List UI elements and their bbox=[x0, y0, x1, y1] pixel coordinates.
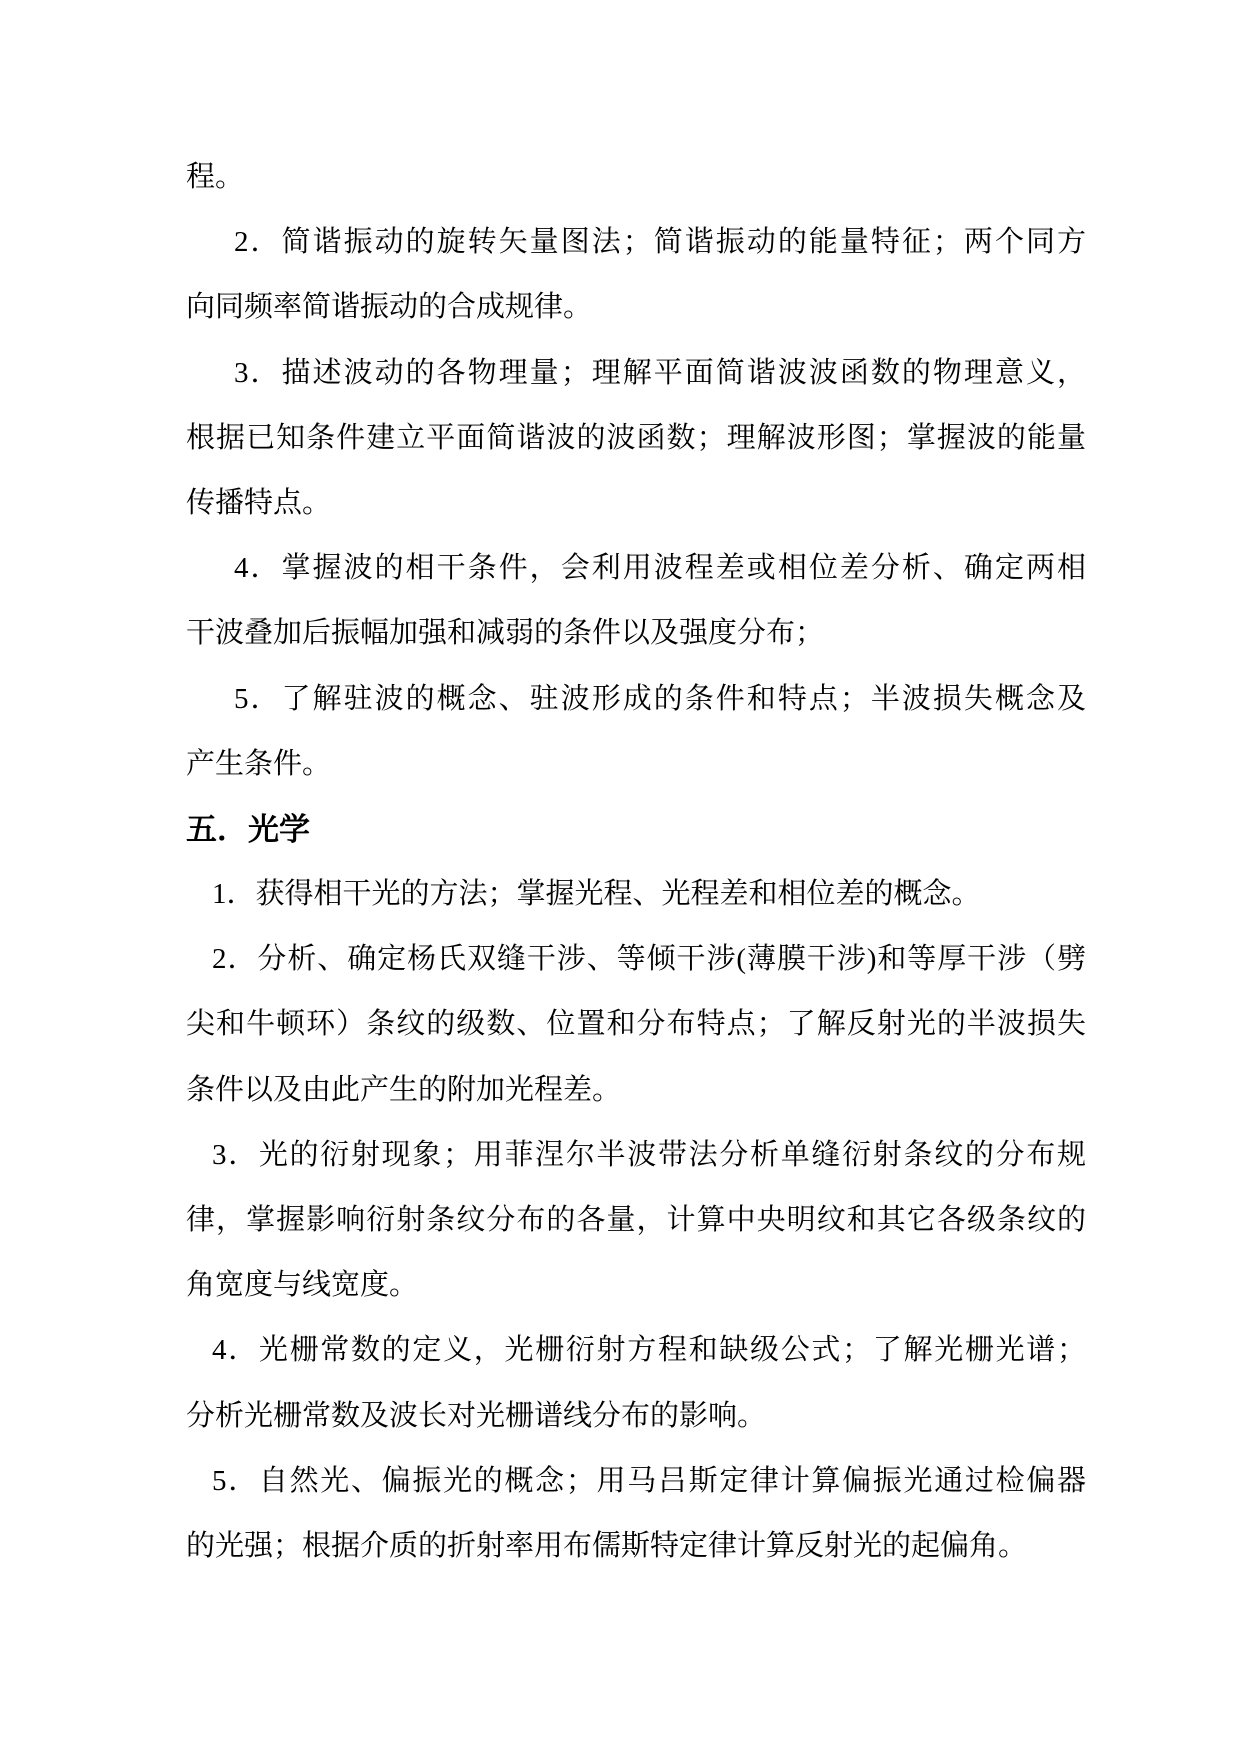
text-line: 2．分析、确定杨氏双缝干涉、等倾干涉(薄膜干涉)和等厚干涉（劈 bbox=[212, 943, 1086, 976]
text-line: 律，掌握影响衍射条纹分布的各量，计算中央明纹和其它各级条纹的 bbox=[186, 1204, 1086, 1236]
text-line: 5．自然光、偏振光的概念；用马吕斯定律计算偏振光通过检偏器 bbox=[212, 1464, 1086, 1497]
text-line: 向同频率简谐振动的合成规律。 bbox=[186, 291, 593, 324]
text-line: 4．掌握波的相干条件，会利用波程差或相位差分析、确定两相 bbox=[234, 552, 1086, 585]
text-line: 产生条件。 bbox=[186, 747, 332, 780]
text-line: 程。 bbox=[186, 161, 245, 193]
text-line: 3．描述波动的各物理量；理解平面简谐波波函数的物理意义， bbox=[234, 356, 1086, 389]
text-line: 尖和牛顿环）条纹的级数、位置和分布特点；了解反射光的半波损失 bbox=[186, 1008, 1086, 1041]
text-line: 4．光栅常数的定义，光栅衍射方程和缺级公式；了解光栅光谱； bbox=[212, 1334, 1086, 1367]
text-line: 传播特点。 bbox=[186, 486, 332, 519]
text-line: 3．光的衍射现象；用菲涅尔半波带法分析单缝衍射条纹的分布规 bbox=[212, 1138, 1086, 1171]
text-line: 5．了解驻波的概念、驻波形成的条件和特点；半波损失概念及 bbox=[234, 682, 1086, 715]
text-line: 条件以及由此产生的附加光程差。 bbox=[186, 1073, 622, 1106]
text-line: 干波叠加后振幅加强和减弱的条件以及强度分布； bbox=[186, 617, 825, 650]
text-line: 1．获得相干光的方法；掌握光程、光程差和相位差的概念。 bbox=[212, 878, 981, 911]
text-line: 角宽度与线宽度。 bbox=[186, 1269, 419, 1302]
section-heading: 五．光学 bbox=[186, 811, 310, 847]
text-line: 的光强；根据介质的折射率用布儒斯特定律计算反射光的起偏角。 bbox=[186, 1529, 1028, 1562]
document-page bbox=[186, 145, 1086, 1579]
text-line: 分析光栅常数及波长对光栅谱线分布的影响。 bbox=[186, 1399, 767, 1432]
text-line: 2．简谐振动的旋转矢量图法；简谐振动的能量特征；两个同方 bbox=[234, 226, 1086, 259]
text-line: 根据已知条件建立平面简谐波的波函数；理解波形图；掌握波的能量 bbox=[186, 421, 1086, 454]
